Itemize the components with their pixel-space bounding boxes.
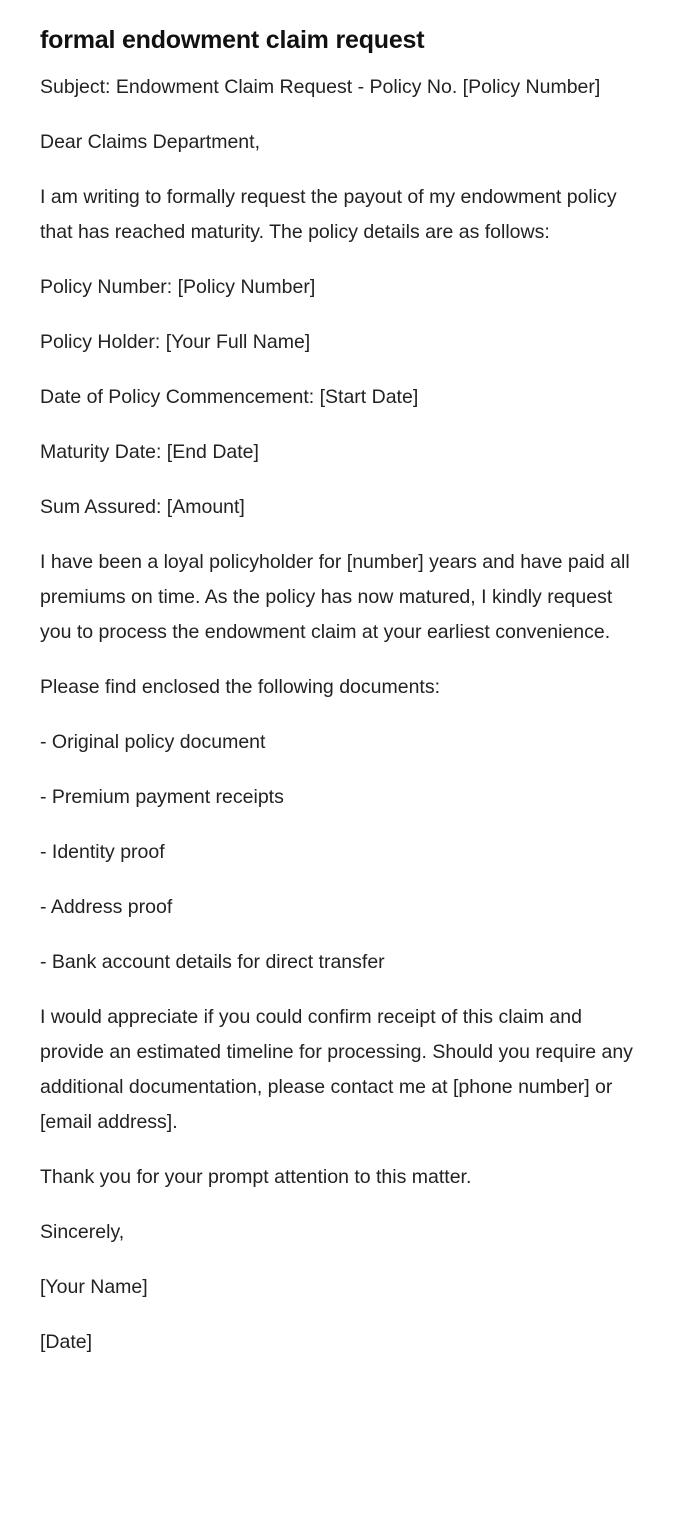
- enclosures-intro: Please find enclosed the following documents:: [40, 676, 440, 698]
- maturity-date-line: Maturity Date: [End Date]: [40, 441, 259, 463]
- enclosure-item: - Identity proof: [40, 841, 165, 863]
- commencement-date-line: Date of Policy Commencement: [Start Date]: [40, 386, 419, 408]
- sum-assured-line: Sum Assured: [Amount]: [40, 496, 245, 518]
- signature-date: [Date]: [40, 1331, 93, 1353]
- confirmation-paragraph: I would appreciate if you could confirm receipt of this claim and provide an estimated timeline for processing. Should you require any additional documentation, please contact me at [phone number] or [email address].: [40, 1006, 633, 1133]
- policy-holder-line: Policy Holder: [Your Full Name]: [40, 331, 311, 353]
- policy-number-line: Policy Number: [Policy Number]: [40, 276, 316, 298]
- letter-document: [40, 22, 640, 1380]
- subject-line: Subject: Endowment Claim Request - Policy No. [Policy Number]: [40, 76, 601, 98]
- closing-line: Sincerely,: [40, 1221, 125, 1243]
- document-title: formal endowment claim request: [40, 26, 425, 54]
- enclosure-item: - Bank account details for direct transfer: [40, 951, 385, 973]
- enclosure-item: - Original policy document: [40, 731, 266, 753]
- thanks-line: Thank you for your prompt attention to this matter.: [40, 1166, 472, 1188]
- request-paragraph: I have been a loyal policyholder for [number] years and have paid all premiums on time. As the policy has now matured, I kindly request you to process the endowment claim at your earliest convenience.: [40, 551, 630, 643]
- signature-name: [Your Name]: [40, 1276, 148, 1298]
- enclosure-item: - Address proof: [40, 896, 173, 918]
- intro-paragraph: I am writing to formally request the payout of my endowment policy that has reached maturity. The policy details are as follows:: [40, 186, 617, 243]
- enclosure-item: - Premium payment receipts: [40, 786, 284, 808]
- salutation: Dear Claims Department,: [40, 131, 260, 153]
